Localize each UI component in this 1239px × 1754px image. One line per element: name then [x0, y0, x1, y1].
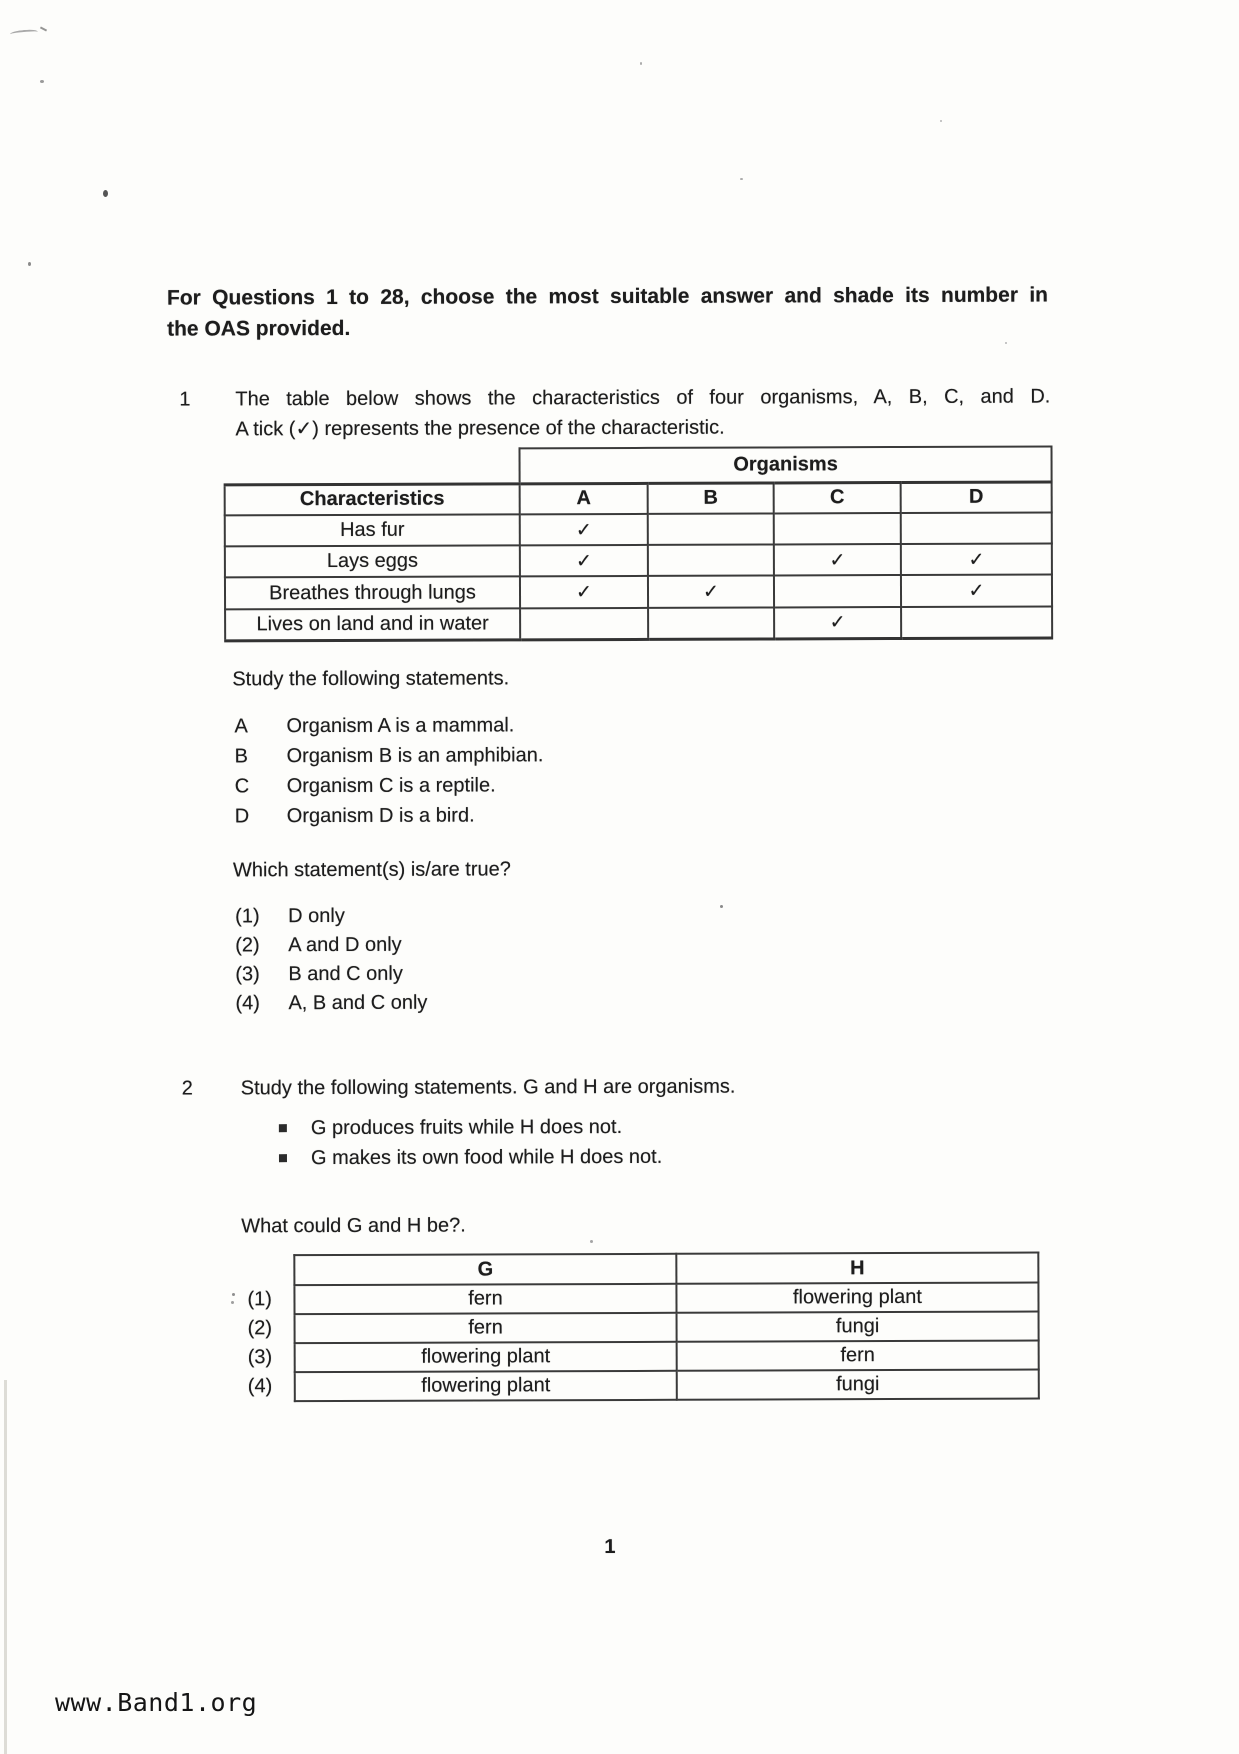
option-text: D only: [288, 904, 345, 928]
gh-header-row: [247, 1253, 1038, 1286]
statement-label: C: [234, 775, 250, 798]
row-label: Has fur: [225, 514, 520, 546]
g-cell: fern: [294, 1284, 676, 1314]
statement-a: [234, 710, 543, 741]
tick-cell: ✓: [520, 545, 648, 576]
question-2-number: 2: [181, 1077, 193, 1100]
tick-cell: ✓: [774, 544, 901, 575]
statement-label: A: [234, 715, 248, 738]
characteristics-table: [224, 445, 1054, 641]
h-cell: fungi: [677, 1312, 1039, 1342]
table-row: [248, 1312, 1039, 1344]
tick-cell: [901, 606, 1052, 638]
statement-label: D: [234, 805, 250, 828]
statement-d: [235, 800, 544, 831]
statement-text: Organism C is a reptile.: [286, 774, 496, 798]
option-4: [235, 989, 427, 1019]
row-label: Lays eggs: [225, 545, 520, 577]
option-label: (1): [247, 1288, 272, 1311]
option-label: (3): [235, 963, 260, 986]
h-cell: fungi: [677, 1370, 1039, 1400]
column-header-row: [225, 481, 1052, 515]
watermark: www.Band1.org: [55, 1688, 258, 1717]
tick-cell: ✓: [901, 574, 1052, 607]
h-cell: flowering plant: [676, 1283, 1038, 1313]
tick-cell: [520, 608, 648, 639]
g-cell: flowering plant: [295, 1342, 677, 1372]
statement-text: Organism A is a mammal.: [286, 714, 515, 738]
tick-cell: [774, 575, 901, 607]
page-number: 1: [604, 1536, 616, 1559]
table-row: [247, 1283, 1038, 1315]
tick-cell: [648, 513, 774, 544]
question-2-intro: Study the following statements. G and H are organisms.: [240, 1075, 736, 1100]
option-2: [235, 931, 427, 961]
tick-cell: ✓: [520, 576, 648, 608]
question-1-intro-line-2: A tick (✓) represents the presence of the characteristic.: [235, 416, 725, 441]
tick-cell: ✓: [774, 607, 901, 638]
instructions-line-2: the OAS provided.: [167, 316, 351, 341]
table-row: [225, 512, 1052, 546]
bullet-item: [279, 1142, 662, 1173]
bullet-text: G produces fruits while H does not.: [310, 1115, 623, 1140]
exam-instructions: [167, 280, 1048, 345]
bullet-icon: [279, 1124, 287, 1132]
statement-text: Organism D is a bird.: [286, 804, 475, 828]
table-row: [248, 1341, 1039, 1373]
row-label: Lives on land and in water: [225, 608, 520, 640]
option-label: (4): [247, 1375, 273, 1398]
option-text: B and C only: [288, 962, 403, 986]
tick-cell: [774, 513, 901, 544]
table-row: [225, 574, 1052, 609]
organisms-header-row: [225, 446, 1052, 484]
bullet-text: G makes its own food while H does not.: [310, 1145, 663, 1170]
col-header-h: H: [676, 1253, 1038, 1284]
statements-list: [234, 710, 543, 831]
statement-c: [235, 770, 544, 801]
bullet-list: [279, 1112, 662, 1173]
question-1-prompt: Which statement(s) is/are true?: [232, 858, 511, 882]
tick-cell: ✓: [901, 543, 1052, 575]
g-cell: fern: [295, 1313, 677, 1343]
table-blank-cell: [247, 1255, 294, 1285]
col-header-d: D: [901, 481, 1052, 513]
option-1: [235, 902, 427, 932]
option-text: A, B and C only: [288, 991, 428, 1015]
option-label: (2): [235, 934, 260, 957]
study-prompt: Study the following statements.: [232, 667, 510, 691]
g-cell: flowering plant: [295, 1371, 677, 1401]
col-header-a: A: [520, 483, 648, 514]
gh-options-table: [247, 1252, 1040, 1403]
table-row: [225, 606, 1052, 640]
question-1-intro: [235, 381, 1050, 444]
table-row: [225, 543, 1052, 577]
question-1-number: 1: [179, 388, 191, 411]
row-label: Breathes through lungs: [225, 576, 520, 609]
tick-cell: [901, 512, 1052, 544]
option-label: (1): [235, 905, 260, 928]
statement-label: B: [234, 745, 248, 768]
option-label: (4): [235, 992, 260, 1015]
col-header-c: C: [774, 482, 901, 513]
col-header-characteristics: Characteristics: [225, 483, 520, 515]
tick-cell: [648, 544, 774, 575]
col-header-b: B: [648, 482, 774, 513]
tick-cell: [648, 607, 774, 638]
option-label: (3): [247, 1346, 273, 1369]
option-text: A and D only: [288, 933, 402, 957]
option-3: [235, 960, 427, 990]
bullet-item: [279, 1112, 662, 1143]
h-cell: fern: [677, 1341, 1039, 1371]
question-2-prompt: What could G and H be?.: [241, 1214, 466, 1238]
bullet-icon: [279, 1154, 287, 1162]
table-row: [248, 1370, 1039, 1402]
tick-cell: ✓: [520, 514, 648, 545]
statement-text: Organism B is an amphibian.: [286, 744, 544, 768]
option-label: (2): [247, 1317, 273, 1340]
statement-b: [235, 740, 544, 771]
table-blank-cell: [225, 448, 520, 484]
organisms-group-header: Organisms: [520, 446, 1052, 483]
question-1-intro-line-1: The table below shows the characteristics of four organisms, A, B, C, and D.: [235, 385, 1051, 411]
tick-cell: ✓: [648, 575, 774, 607]
options-list: [235, 902, 427, 1019]
col-header-g: G: [294, 1254, 676, 1285]
instructions-line-1: For Questions 1 to 28, choose the most suitable answer and shade its number in: [166, 283, 1049, 310]
